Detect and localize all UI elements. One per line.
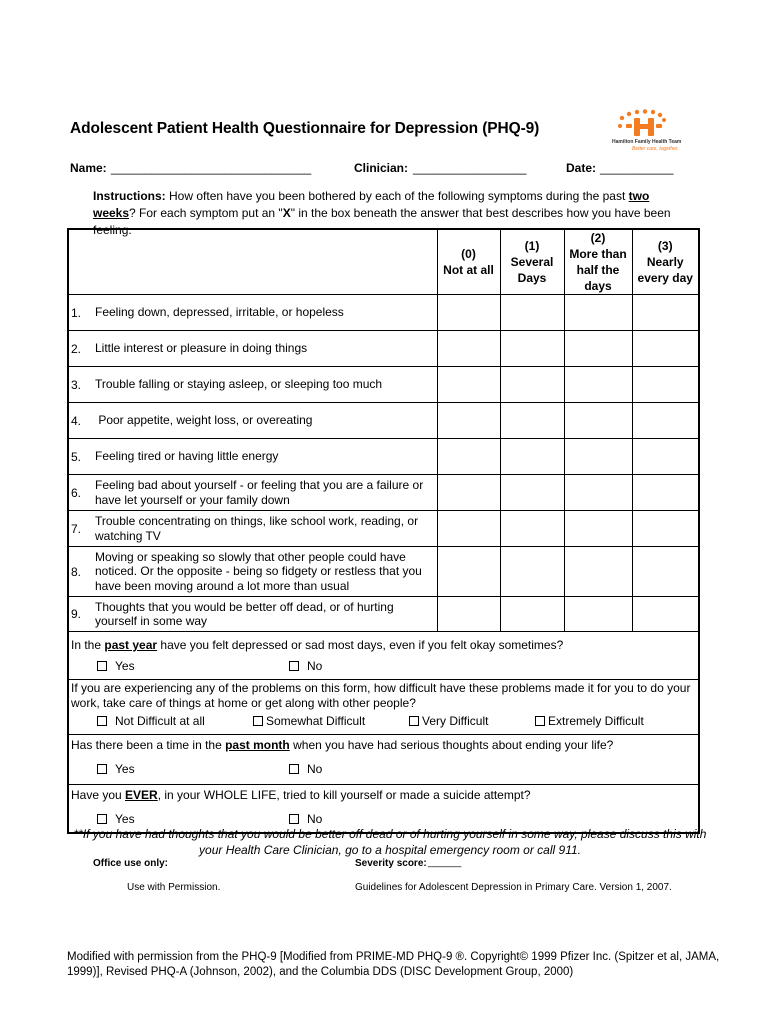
column-header-0: (0) Not at all (437, 229, 500, 295)
checkbox-icon[interactable] (97, 764, 107, 774)
logo-tagline: Better care, together. (632, 146, 679, 152)
answer-box-0[interactable] (437, 331, 500, 367)
clinician-field[interactable]: _________________ (413, 161, 527, 175)
instructions-label: Instructions: (93, 189, 166, 203)
clinician-label: Clinician: (354, 161, 409, 175)
item-number: 9. (71, 607, 82, 621)
item-cell (68, 475, 437, 511)
item-number: 1. (71, 305, 82, 320)
item-cell (68, 403, 437, 439)
instructions-pre: How often have you been bothered by each of the following symptoms during the past (165, 189, 629, 203)
past-month-cell (68, 735, 699, 785)
answer-box-0[interactable] (437, 511, 500, 547)
item-number: 5. (71, 449, 82, 464)
past-year-question: In the past year have you felt depressed or sad most days, even if you felt okay sometimes? (71, 638, 564, 652)
item-cell (68, 367, 437, 403)
phq9-table (67, 228, 700, 834)
item-cell (68, 295, 437, 331)
checkbox-icon[interactable] (535, 716, 545, 726)
item-text: Poor appetite, weight loss, or overeating (95, 413, 313, 428)
item-text: Feeling tired or having little energy (95, 449, 279, 464)
checkbox-icon[interactable] (289, 814, 299, 824)
past-month-question: Has there been a time in the past month when you have had serious thoughts about ending your life? (71, 738, 614, 752)
ever-no-option[interactable]: No (289, 812, 322, 826)
answer-box-0[interactable] (437, 475, 500, 511)
checkbox-icon[interactable] (97, 661, 107, 671)
answer-box-3[interactable] (632, 439, 699, 475)
item-cell (68, 439, 437, 475)
table-row (68, 295, 699, 331)
checkbox-icon[interactable] (289, 661, 299, 671)
column-header-2: (2) More than half the days (564, 229, 632, 295)
difficulty-cell (68, 680, 699, 735)
item-text: Trouble falling or staying asleep, or sleeping too much (95, 377, 383, 392)
date-field[interactable]: ___________ (600, 161, 674, 175)
answer-box-3[interactable] (632, 547, 699, 597)
answer-box-3[interactable] (632, 511, 699, 547)
answer-box-0[interactable] (437, 597, 500, 632)
page-title: Adolescent Patient Health Questionnaire for Depression (PHQ-9) (70, 120, 540, 137)
item-text: Feeling down, depressed, irritable, or hopeless (95, 305, 344, 320)
table-row (68, 331, 699, 367)
instructions-x: X (282, 206, 291, 220)
answer-box-1[interactable] (500, 439, 564, 475)
instructions-post1: ? For each symptom put an " (129, 206, 283, 220)
column-header-1: (1) Several Days (500, 229, 564, 295)
answer-box-3[interactable] (632, 475, 699, 511)
item-number: 7. (71, 521, 82, 536)
table-row (68, 475, 699, 511)
answer-box-0[interactable] (437, 547, 500, 597)
checkbox-icon[interactable] (97, 814, 107, 824)
answer-box-2[interactable] (564, 597, 632, 632)
item-text: Little interest or pleasure in doing things (95, 341, 308, 356)
answer-box-2[interactable] (564, 511, 632, 547)
difficulty-row (68, 680, 699, 735)
answer-box-1[interactable] (500, 597, 564, 632)
guidelines-note: Guidelines for Adolescent Depression in Primary Care. Version 1, 2007. (355, 882, 672, 893)
answer-box-2[interactable] (564, 331, 632, 367)
answer-box-1[interactable] (500, 547, 564, 597)
ever-yes-option[interactable]: Yes (97, 812, 135, 826)
item-number: 4. (71, 413, 82, 428)
instructions-emph: two weeks (93, 189, 650, 220)
answer-box-1[interactable] (500, 475, 564, 511)
crisis-footnote: **If you have had thoughts that you would be better off dead or of hurting yourself in some way, please discuss this with your Health Care Clinician, go to a hospital emergency room or call 911. (73, 827, 707, 857)
past-month-yes-option[interactable]: Yes (97, 762, 135, 776)
severity-field[interactable]: ______ (428, 857, 462, 868)
answer-box-3[interactable] (632, 403, 699, 439)
item-cell (68, 511, 437, 547)
answer-box-2[interactable] (564, 295, 632, 331)
ever-cell (68, 785, 699, 834)
answer-box-1[interactable] (500, 331, 564, 367)
checkbox-icon[interactable] (97, 716, 107, 726)
table-row (68, 403, 699, 439)
item-text: Moving or speaking so slowly that other people could have noticed. Or the opposite - being so fidgety or restless that you have been moving around a lot more than usual (95, 549, 422, 593)
answer-box-2[interactable] (564, 403, 632, 439)
table-row (68, 511, 699, 547)
answer-box-1[interactable] (500, 295, 564, 331)
item-number: 2. (71, 341, 82, 356)
checkbox-icon[interactable] (253, 716, 263, 726)
answer-box-2[interactable] (564, 367, 632, 403)
office-use-label: Office use only: (93, 858, 169, 869)
extremely-difficult-option[interactable]: Extremely Difficult (535, 714, 644, 728)
past-year-cell (68, 632, 699, 680)
answer-box-2[interactable] (564, 547, 632, 597)
answer-box-3[interactable] (632, 331, 699, 367)
answer-box-2[interactable] (564, 475, 632, 511)
item-number: 6. (71, 485, 82, 500)
item-cell (68, 597, 437, 632)
checkbox-icon[interactable] (289, 764, 299, 774)
answer-box-3[interactable] (632, 295, 699, 331)
answer-box-2[interactable] (564, 439, 632, 475)
checkbox-icon[interactable] (409, 716, 419, 726)
name-field[interactable]: ______________________________ (111, 161, 312, 175)
past-year-yes-option[interactable]: Yes (97, 659, 135, 673)
item-number: 8. (71, 564, 82, 579)
item-text: Thoughts that you would be better off dead, or of hurting yourself in some way (95, 599, 394, 628)
table-row (68, 597, 699, 632)
table-row (68, 439, 699, 475)
item-cell (68, 547, 437, 597)
item-cell (68, 331, 437, 367)
difficulty-question: If you are experiencing any of the problems on this form, how difficult have these problems made it for you to do your work, take care of things at home or get along with other people? (71, 681, 691, 710)
column-header-3: (3) Nearly every day (632, 229, 699, 295)
hamilton-fht-logo (612, 106, 692, 158)
somewhat-difficult-option[interactable]: Somewhat Difficult (253, 714, 365, 728)
table-row (68, 367, 699, 403)
ever-question: Have you EVER, in your WHOLE LIFE, tried to kill yourself or made a suicide attempt? (71, 788, 531, 802)
past-month-no-option[interactable]: No (289, 762, 322, 776)
ever-row (68, 785, 699, 834)
answer-box-3[interactable] (632, 367, 699, 403)
answer-box-0[interactable] (437, 367, 500, 403)
answer-box-0[interactable] (437, 439, 500, 475)
past-month-row (68, 735, 699, 785)
very-difficult-option[interactable]: Very Difficult (409, 714, 488, 728)
past-year-no-option[interactable]: No (289, 659, 322, 673)
answer-box-0[interactable] (437, 295, 500, 331)
item-text: Trouble concentrating on things, like school work, reading, or watching TV (95, 514, 419, 543)
answer-box-0[interactable] (437, 403, 500, 439)
item-text: Feeling bad about yourself - or feeling that you are a failure or have let yourself or your family down (95, 478, 424, 507)
name-label: Name: (70, 161, 107, 175)
permission-note: Use with Permission. (127, 882, 221, 893)
answer-box-3[interactable] (632, 597, 699, 632)
logo-org-name: Hamilton Family Health Team (612, 139, 682, 145)
item-number: 3. (71, 377, 82, 392)
severity-label: Severity score: (355, 858, 427, 869)
copyright-notice: Modified with permission from the PHQ-9 [Modified from PRIME-MD PHQ-9 ®. Copyright© 1999 Pfizer Inc. (Spitzer et al, JAMA, 1999)], Revised PHQ-A (Johnson, 2002), and the Columbia DDS (DISC Development Group, 2000) (67, 951, 720, 978)
past-year-row (68, 632, 699, 680)
answer-box-1[interactable] (500, 403, 564, 439)
header-blank-cell (68, 229, 437, 295)
answer-box-1[interactable] (500, 367, 564, 403)
table-row (68, 547, 699, 597)
instructions-post2: " in the box beneath the answer that best describes how you have been feeling. (93, 206, 671, 237)
not-difficult-option[interactable]: Not Difficult at all (97, 714, 205, 728)
answer-box-1[interactable] (500, 511, 564, 547)
date-label: Date: (566, 161, 597, 175)
